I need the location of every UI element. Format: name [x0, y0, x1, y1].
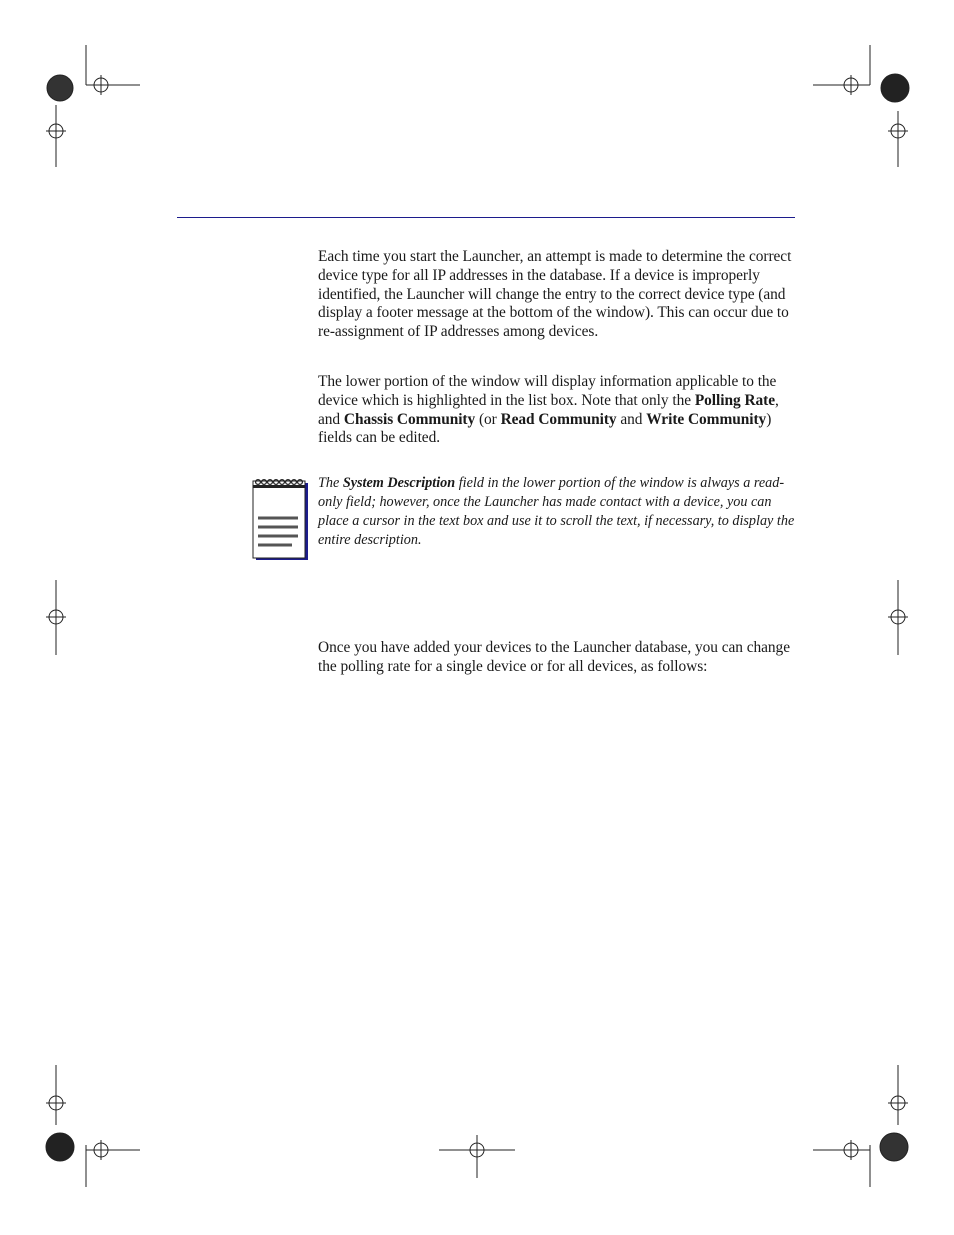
- term-chassis-community: Chassis Community: [343, 410, 476, 428]
- note-text: field in the lower portion of the window is always a read-only field; however, once the Launcher has made contact with a device, you can place a cursor in the text box and use it to scroll the text, if necessary, to display the entire description.: [318, 475, 795, 548]
- note-system-description: [318, 474, 796, 550]
- header-rule: [177, 217, 795, 218]
- term-system-description: System Description: [342, 475, 456, 491]
- term-read-community: Read Community: [500, 410, 617, 428]
- term-write-community: Write Community: [646, 410, 767, 428]
- term-polling-rate: Polling Rate: [694, 391, 776, 409]
- paragraph-text: (or: [475, 410, 501, 428]
- paragraph-text: The lower portion of the window will display information applicable to the device which is highlighted in the list box. Note that only the: [318, 373, 777, 409]
- paragraph-device-type: Each time you start the Launcher, an attempt is made to determine the correct device type for all IP addresses in the database. If a device is improperly identified, the Launcher will change the entry to the correct device type (and display a footer message at the bottom of the window). This can occur due to re-assignment of IP addresses among devices.: [318, 248, 792, 341]
- notepad-icon: [250, 476, 312, 562]
- registration-mark-icon: [40, 45, 150, 170]
- paragraph-lower-portion: [318, 373, 796, 448]
- paragraph-text: ) fields can be edited.: [318, 410, 772, 447]
- paragraph-text: and: [616, 410, 647, 428]
- registration-mark-icon: [808, 45, 918, 170]
- paragraph-polling-rate: Once you have added your devices to the Launcher database, you can change the polling rate for a single device or for all devices, as follows:: [318, 639, 790, 675]
- registration-mark-icon: [40, 1065, 150, 1190]
- registration-mark-icon: [437, 1130, 517, 1180]
- registration-mark-icon: [40, 580, 80, 655]
- note-text: The: [318, 475, 343, 491]
- paragraph-text: , and: [318, 391, 779, 428]
- registration-mark-icon: [882, 580, 922, 655]
- registration-mark-icon: [808, 1065, 918, 1190]
